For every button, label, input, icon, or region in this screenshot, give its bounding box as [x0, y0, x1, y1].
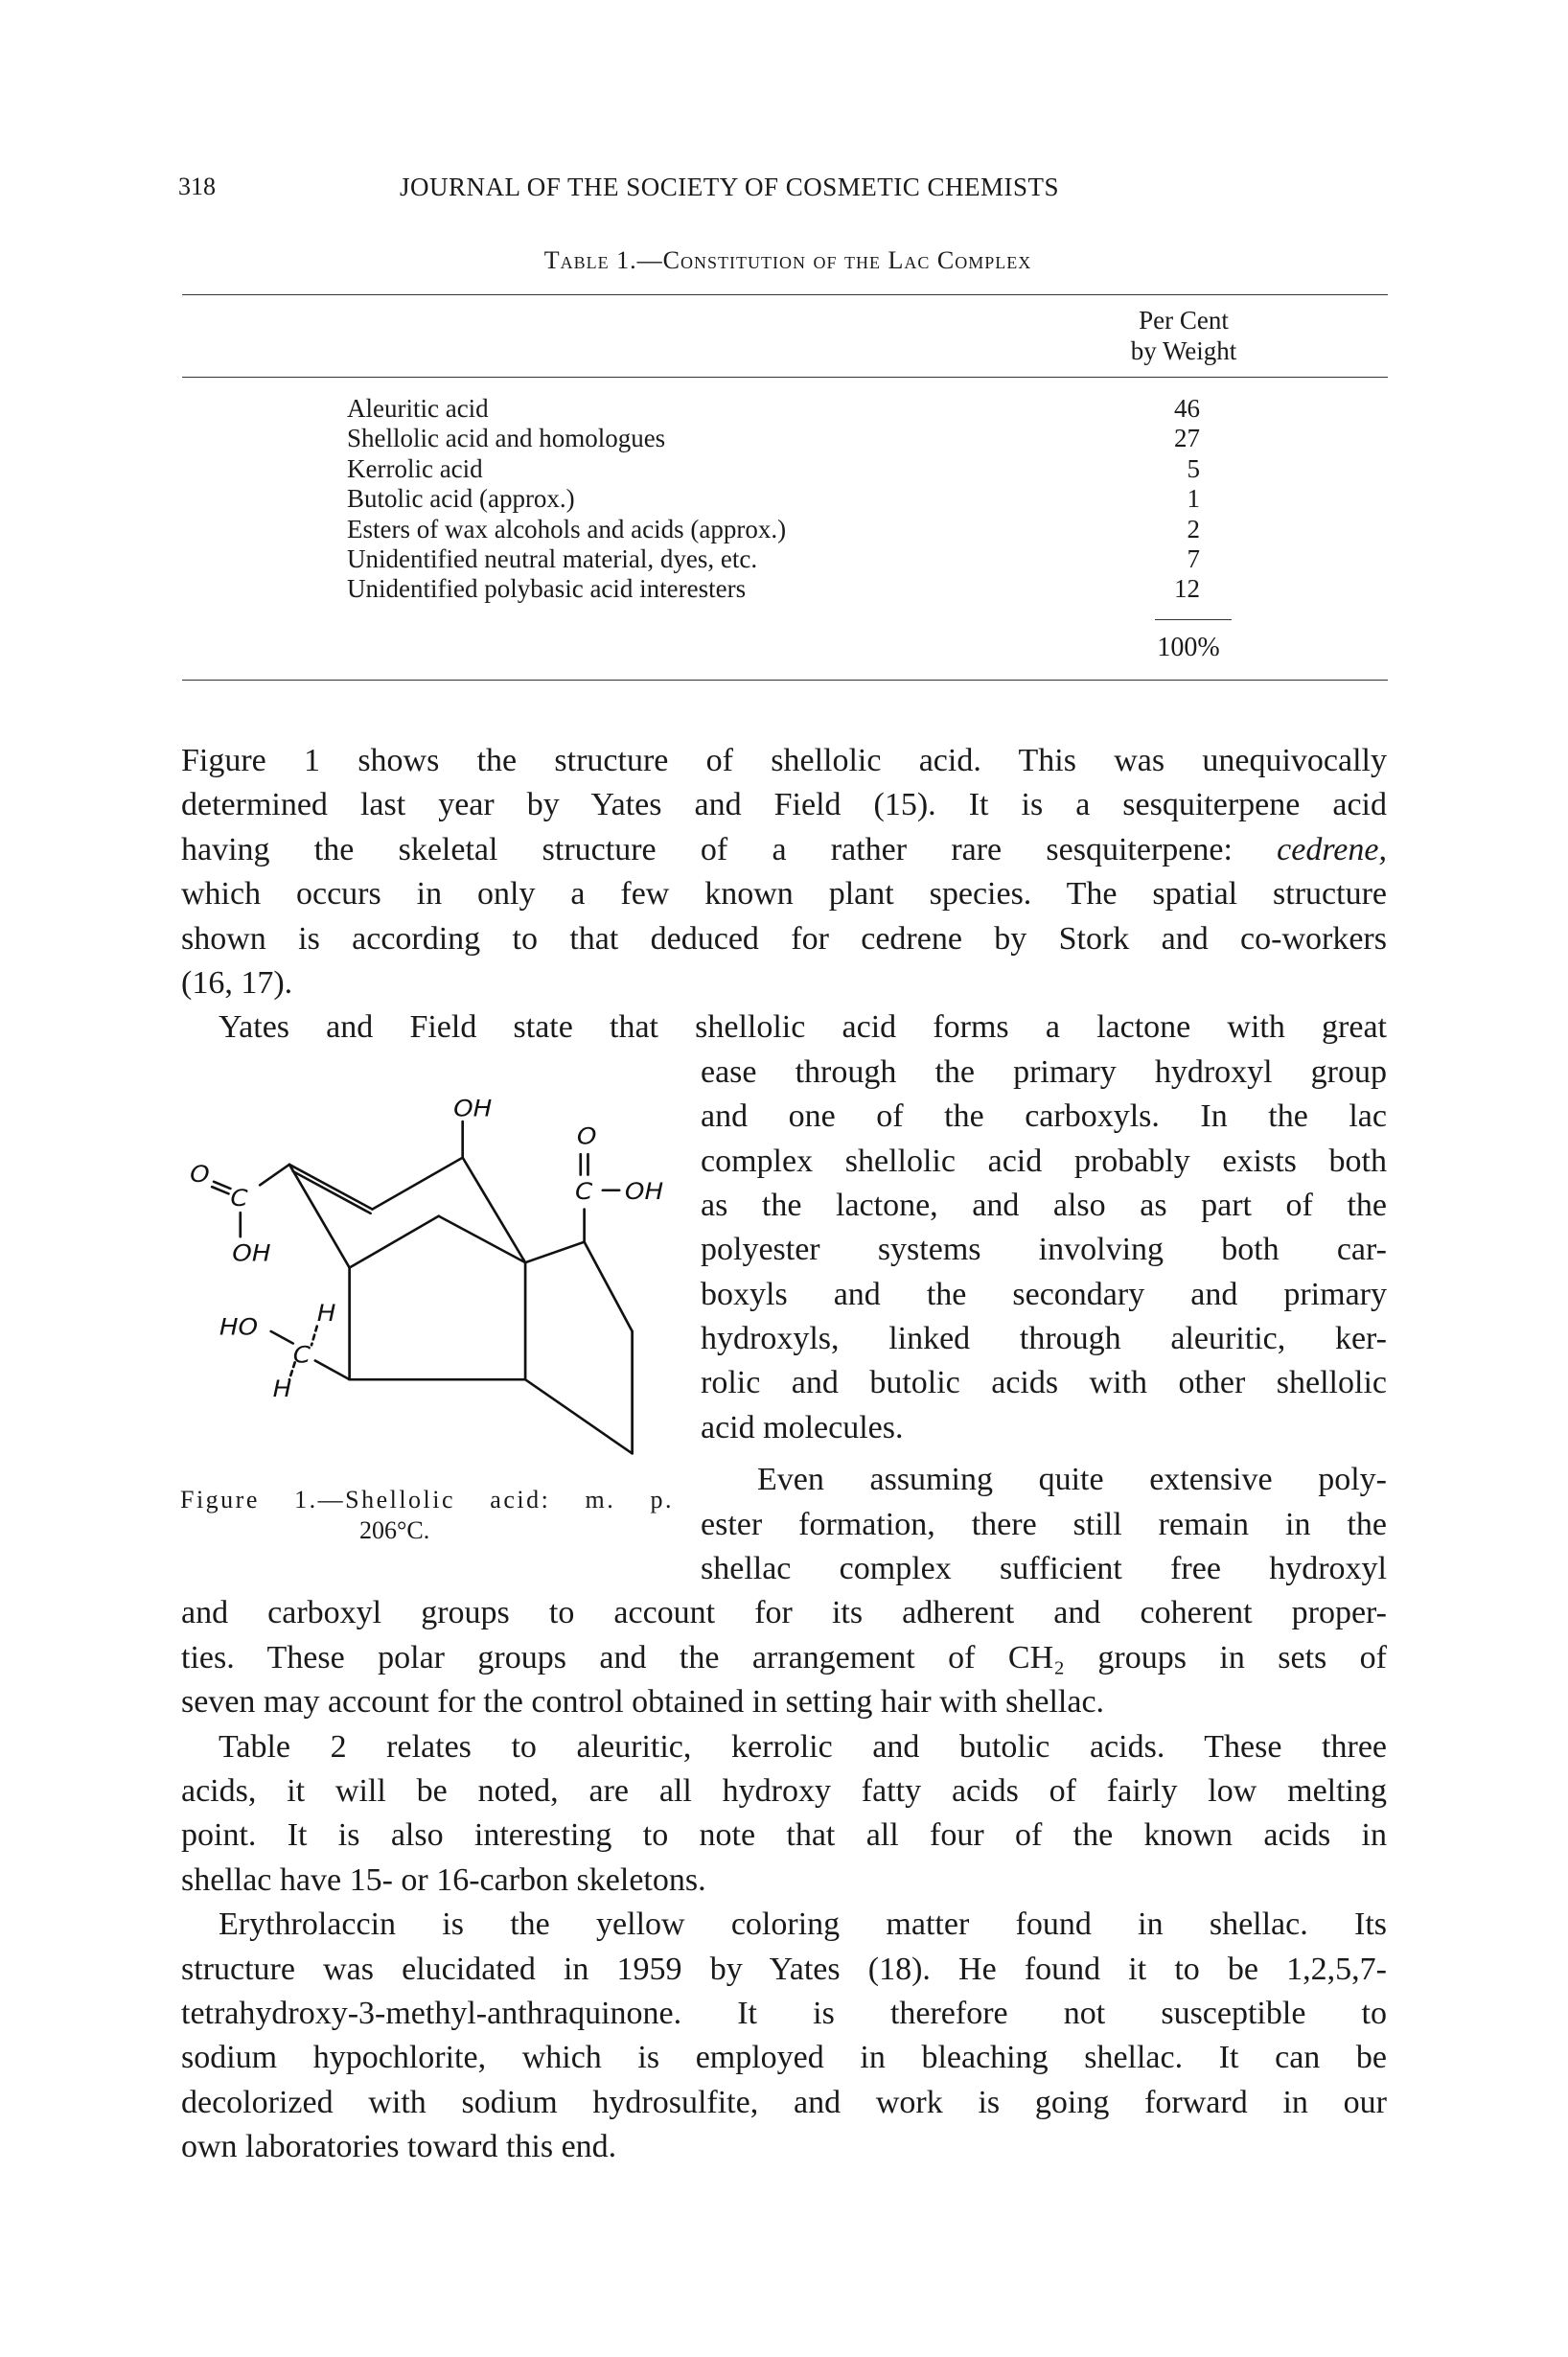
- text-line: tetrahydroxy-3-methyl-anthraquinone. It is therefore not susceptible to: [181, 1995, 1387, 2031]
- text-line: Yates and Field state that shellolic acid forms a lactone with great: [219, 1009, 1387, 1046]
- text-line: which occurs in only a few known plant species. The spatial structure: [181, 876, 1387, 913]
- text-line: shown is according to that deduced for cedrene by Stork and co-workers: [181, 920, 1387, 957]
- label-oh-top: OH: [453, 1095, 493, 1122]
- percent-value: 7: [1187, 544, 1200, 573]
- sum-rule: [1155, 619, 1232, 620]
- text-line: sodium hypochlorite, which is employed in bleaching shellac. It can be: [181, 2040, 1387, 2076]
- text-line: boxyls and the secondary and primary: [701, 1276, 1387, 1312]
- table-caption: Table 1.—Constitution of the Lac Complex: [543, 246, 1032, 274]
- text-line: acid molecules.: [701, 1409, 904, 1445]
- text-line: complex shellolic acid probably exists both: [701, 1143, 1387, 1179]
- text-segment: having the skeletal structure of a rather rare sesquiterpene:: [181, 831, 1278, 867]
- percent-value: 5: [1187, 453, 1200, 483]
- text-line: and carboxyl groups to account for its adherent and coherent proper-: [181, 1595, 1387, 1631]
- text-line: hydroxyls, linked through aleuritic, ker-: [701, 1321, 1387, 1357]
- text-line: ties. These polar groups and the arrangement of CH₂ groups in sets of: [181, 1639, 1387, 1675]
- percent-value: 2: [1187, 514, 1200, 543]
- text-line: polyester systems involving both car-: [701, 1232, 1387, 1268]
- label-ho: HO: [219, 1313, 259, 1341]
- text-line: shellac have 15- or 16-carbon skeletons.: [181, 1861, 706, 1898]
- percent-value: 1: [1187, 484, 1200, 514]
- label-c-mid: C: [292, 1341, 311, 1369]
- component-name: Shellolic acid and homologues: [347, 424, 666, 453]
- column-header-line2: by Weight: [1130, 336, 1237, 365]
- label-h-bottom: H: [272, 1375, 292, 1402]
- text-line: (16, 17).: [181, 964, 293, 1001]
- label-h-top: H: [316, 1300, 336, 1327]
- page-number: 318: [178, 173, 216, 200]
- text-line: own laboratories toward this end.: [181, 2129, 617, 2165]
- text-line: point. It is also interesting to note that all four of the known acids in: [181, 1817, 1387, 1854]
- text-line: Erythrolaccin is the yellow coloring matter found in shellac. Its: [219, 1906, 1387, 1943]
- text-line: acids, it will be noted, are all hydroxy fatty acids of fairly low melting: [181, 1772, 1387, 1809]
- component-name: Butolic acid (approx.): [347, 484, 575, 514]
- text-line: shellac complex sufficient free hydroxyl: [701, 1551, 1387, 1587]
- italic-term: cedrene,: [1277, 831, 1387, 867]
- label-o-left: O: [190, 1160, 210, 1188]
- text-line: Figure 1 shows the structure of shellolic acid. This was unequivocally: [181, 743, 1387, 778]
- table-total: 100%: [1157, 633, 1220, 662]
- table-bottom-rule: [182, 680, 1388, 681]
- text-line: as the lactone, and also as part of the: [701, 1187, 1387, 1223]
- text-line: determined last year by Yates and Field (15). It is a sesquiterpene acid: [181, 787, 1387, 823]
- column-header-line1: Per Cent: [1139, 306, 1229, 335]
- running-header: JOURNAL OF THE SOCIETY OF COSMETIC CHEMISTS: [400, 173, 1060, 201]
- component-name: Kerrolic acid: [347, 453, 483, 483]
- label-oh-left: OH: [232, 1239, 271, 1267]
- text-line: structure was elucidated in 1959 by Yates (18). He found it to be 1,2,5,7-: [181, 1951, 1387, 1987]
- table-row: [347, 515, 1200, 544]
- table-header-rule: [182, 377, 1388, 378]
- table-row: [347, 574, 1200, 604]
- percent-value: 46: [1174, 394, 1200, 423]
- label-oh-right: OH: [624, 1177, 664, 1205]
- text-line: and one of the carboxyls. In the lac: [701, 1098, 1387, 1135]
- table-row: [347, 484, 1200, 514]
- figure-caption-melting-point: 206°C.: [359, 1516, 430, 1544]
- text-line: decolorized with sodium hydrosulfite, and work is going forward in our: [181, 2084, 1387, 2120]
- text-line: ester formation, there still remain in the: [701, 1506, 1387, 1542]
- table-row: [347, 424, 1200, 453]
- figure-caption: Figure 1.—Shellolic acid: m. p.: [180, 1486, 674, 1514]
- table-row: [347, 544, 1200, 574]
- text-line: ease through the primary hydroxyl group: [701, 1053, 1387, 1090]
- label-c-right: C: [575, 1177, 593, 1205]
- percent-value: 27: [1174, 424, 1200, 453]
- component-name: Unidentified polybasic acid interesters: [347, 574, 747, 604]
- percent-value: 12: [1174, 574, 1200, 604]
- text-line: [181, 828, 1387, 872]
- text-line: Table 2 relates to aleuritic, kerrolic and butolic acids. These three: [219, 1728, 1387, 1765]
- table-top-rule: [182, 294, 1388, 295]
- label-o-top: O: [576, 1122, 597, 1150]
- table-row: [347, 454, 1200, 484]
- text-line: Even assuming quite extensive poly-: [757, 1462, 1387, 1498]
- text-line: seven may account for the control obtained in setting hair with shellac.: [181, 1684, 1105, 1721]
- table-row: [347, 394, 1200, 424]
- text-line: rolic and butolic acids with other shellolic: [701, 1365, 1387, 1401]
- label-c-left: C: [230, 1184, 248, 1212]
- body-text: [181, 739, 1387, 2170]
- component-name: Aleuritic acid: [347, 394, 489, 423]
- component-name: Unidentified neutral material, dyes, etc.: [347, 544, 758, 573]
- component-name: Esters of wax alcohols and acids (approx.): [347, 514, 787, 543]
